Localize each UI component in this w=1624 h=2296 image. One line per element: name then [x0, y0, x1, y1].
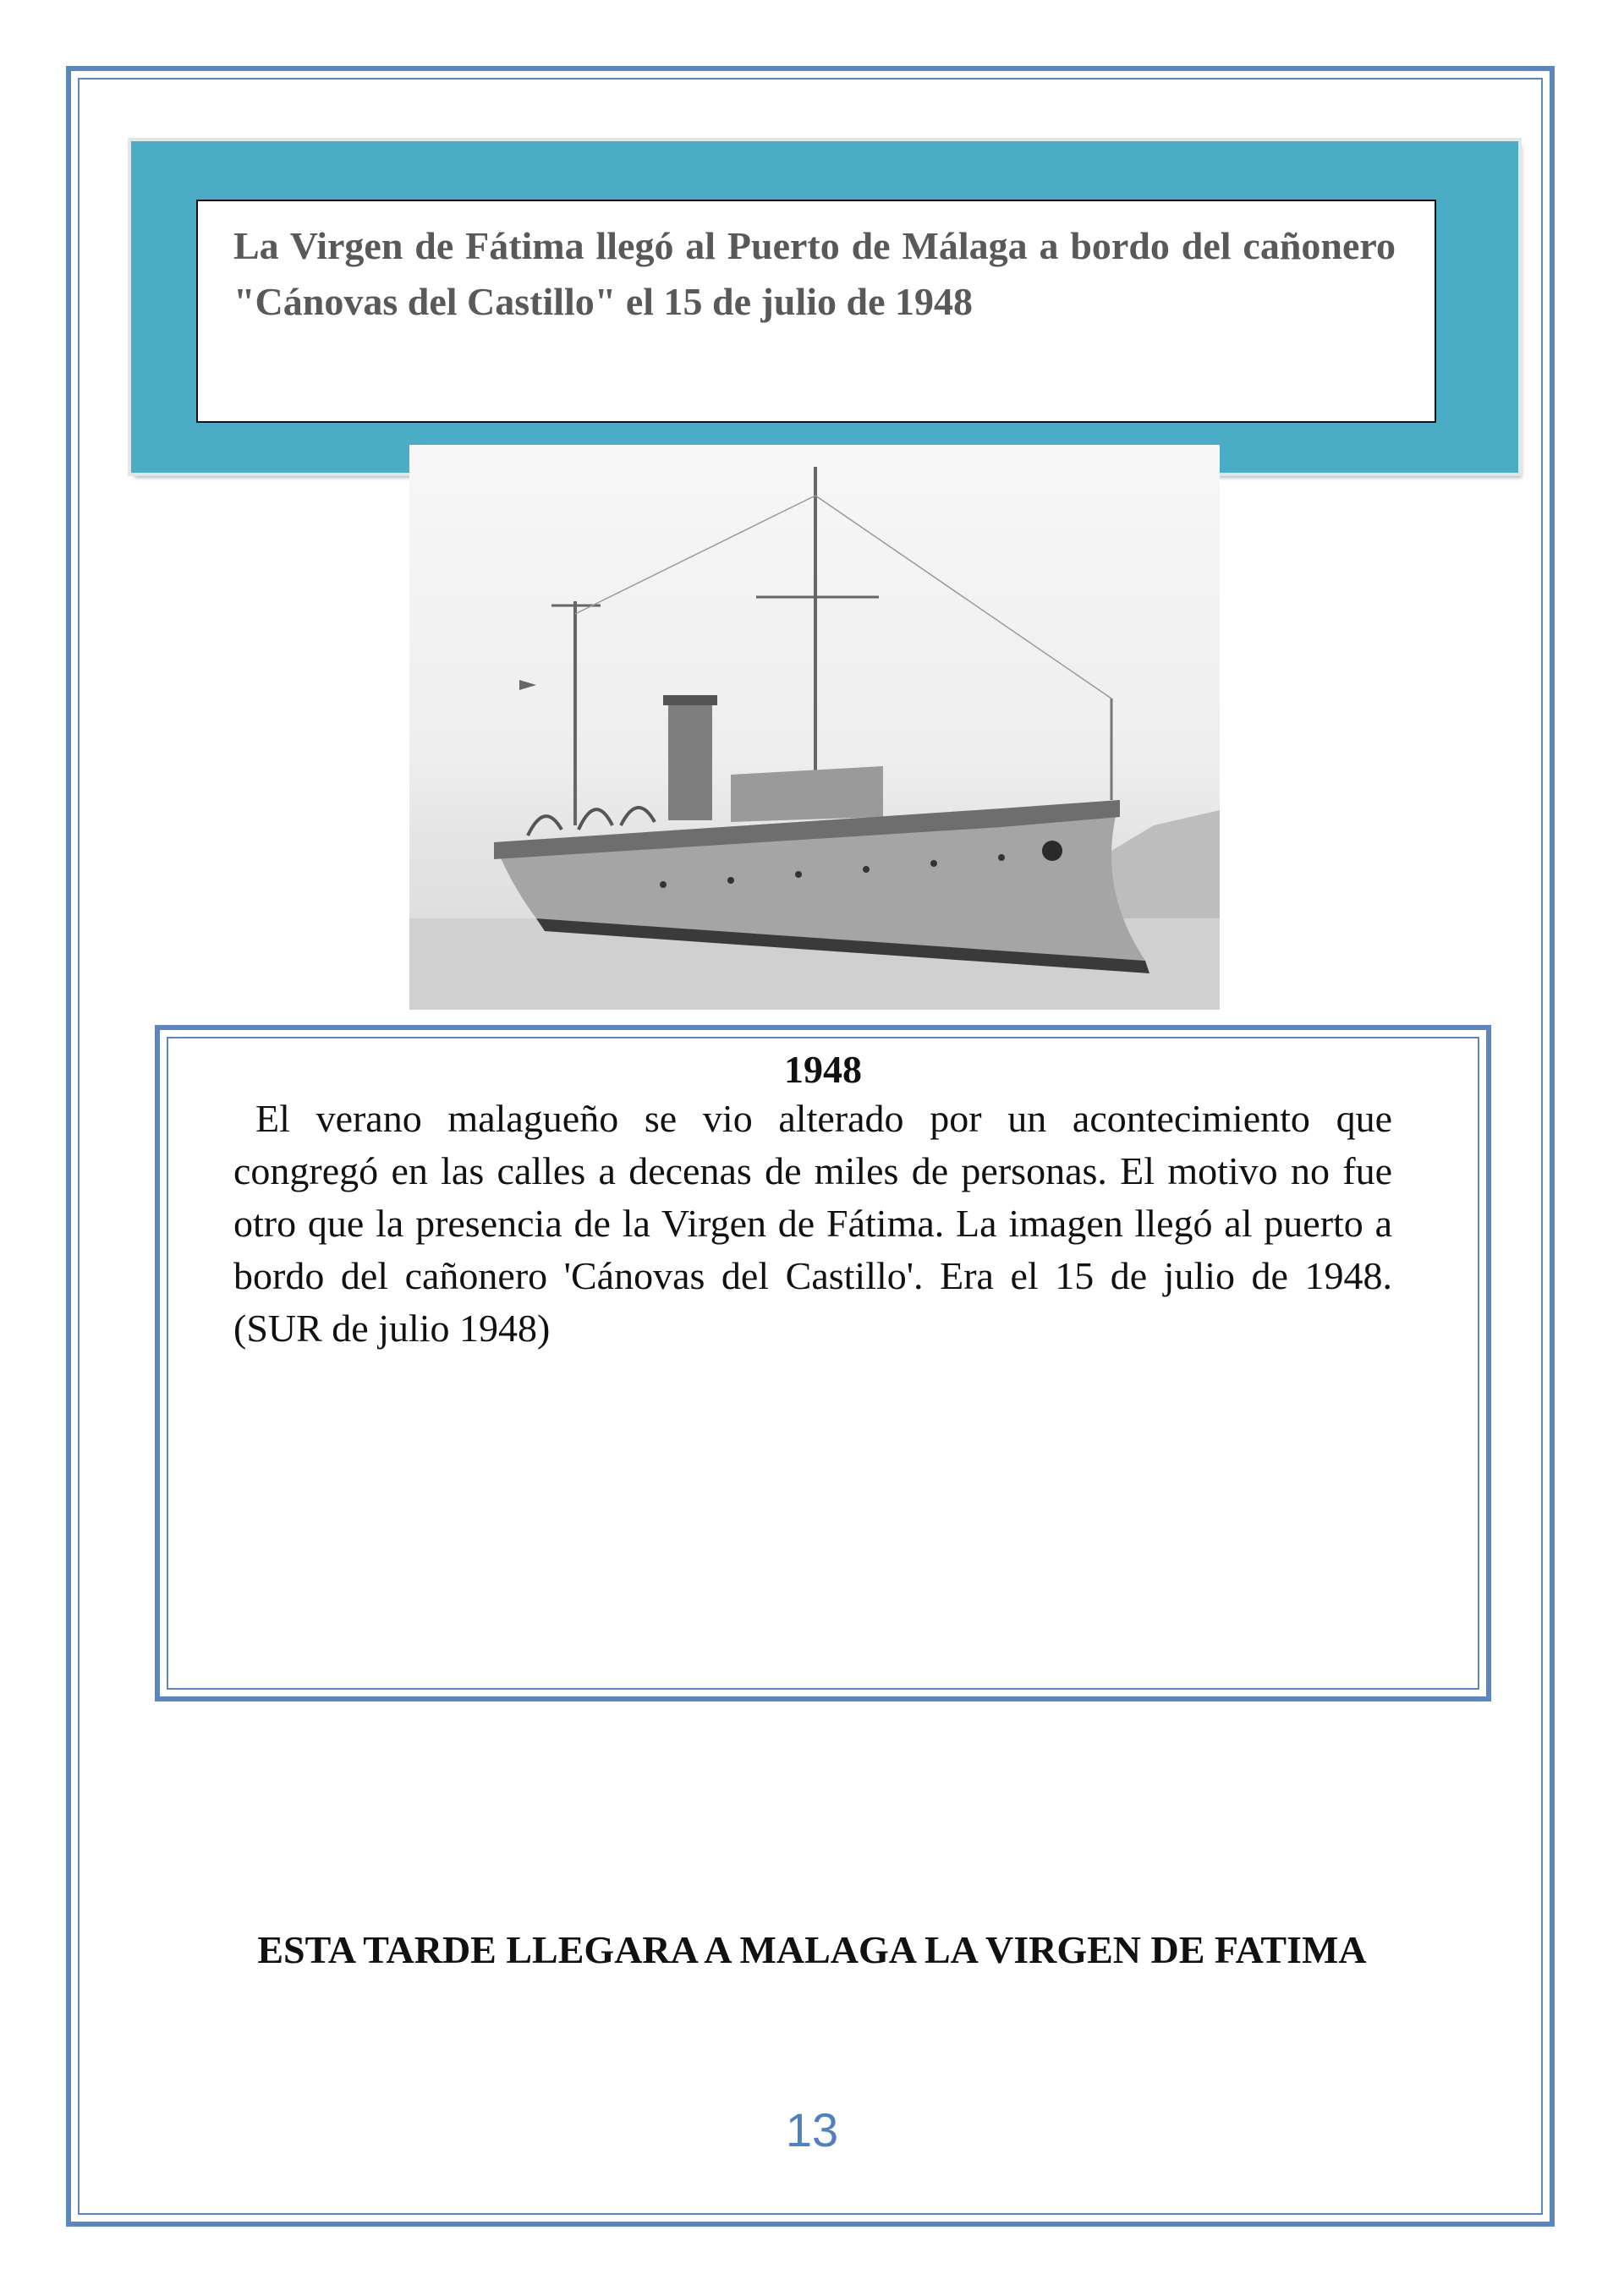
page-title: La Virgen de Fátima llegó al Puerto de Málaga a bordo del cañonero "Cánovas del Castillo" el 15 de julio de 1948: [233, 224, 1396, 323]
bridge: [731, 766, 883, 822]
funnel-cap: [663, 695, 717, 705]
porthole: [930, 860, 937, 867]
davit: [528, 816, 562, 836]
page-number: 13: [785, 2103, 839, 2156]
funnel: [668, 700, 712, 820]
porthole: [727, 877, 734, 884]
title-box: [196, 200, 1436, 423]
headline: ESTA TARDE LLEGARA A MALAGA LA VIRGEN DE FATIMA: [257, 1928, 1367, 1971]
ship-photo: [409, 445, 1220, 1010]
anchor-shape: [1042, 841, 1062, 861]
porthole: [660, 881, 667, 888]
davit: [579, 809, 612, 830]
davit: [621, 808, 655, 825]
flag-shape: [519, 680, 536, 690]
info-heading: 1948: [784, 1048, 862, 1091]
porthole: [795, 871, 802, 878]
porthole: [863, 866, 870, 873]
ship-illustration: [409, 445, 1220, 1010]
info-body: El verano malagueño se vio alterado por un acontecimiento que congregó en las calles a decenas de miles de personas. El motivo no fue otro que la presencia de la Virgen de Fátima. La imagen llegó al puerto a bordo del cañonero 'Cánovas del Castillo'. Era el 15 de julio de 1948.(SUR de julio 1948): [233, 1097, 1392, 1350]
hill-shape: [1111, 810, 1220, 918]
porthole: [998, 854, 1005, 861]
